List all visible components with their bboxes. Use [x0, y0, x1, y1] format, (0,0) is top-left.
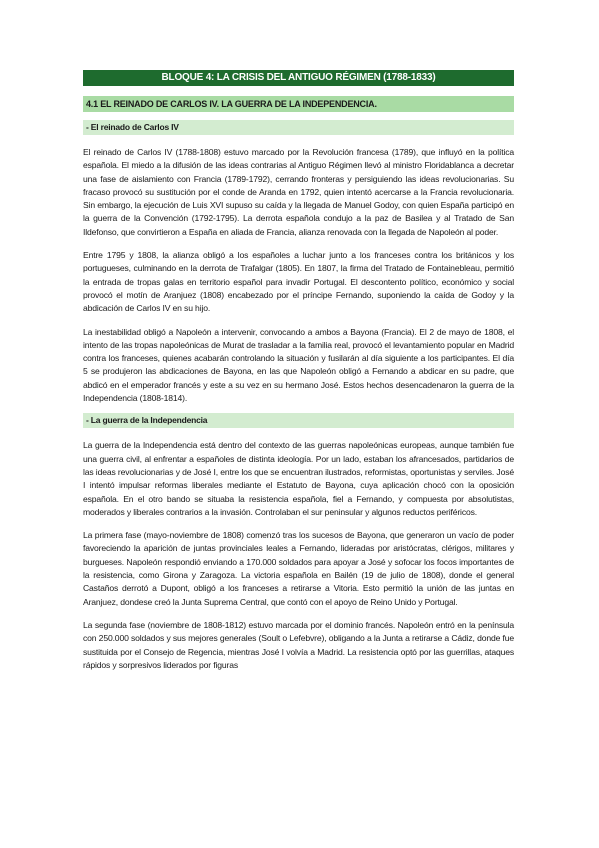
block-title: BLOQUE 4: LA CRISIS DEL ANTIGUO RÉGIMEN (1788-1833): [83, 70, 514, 86]
document-content: [83, 70, 514, 672]
paragraph: Entre 1795 y 1808, la alianza obligó a los españoles a luchar junto a los franceses contra los británicos y los portugueses, culminando en la derrota de Trafalgar (1805). En 1807, la firma del Tratado de Fontainebleau, permitió la entrada de tropas galas en territorio español para invadir Portugal. El descontento político, económico y social provocó el motín de Aranjuez (1808) encabezado por el príncipe Fernando, suponiendo la caída de Godoy y la abdicación de Carlos IV en su hijo.: [83, 250, 514, 314]
paragraph: La primera fase (mayo-noviembre de 1808) comenzó tras los sucesos de Bayona, que generaron un vacío de poder favoreciendo la aparición de juntas provinciales leales a Fernando, lideradas por aristócratas, clérigos, militares y burgueses. Napoleón respondió enviando a 170.000 soldados para apoyar a José y sofocar los focos importantes de la resistencia, como Girona y Zaragoza. La victoria española en Bailén (19 de julio de 1808), donde el general Castaños derrotó a Dupont, obligó a los franceses a retirarse a Vitoria. Esto permitió la unión de las juntas en Aranjuez, dondese creó la Junta Suprema Central, que contó con el apoyo de Reino Unido y Portugal.: [83, 530, 514, 607]
subsection-heading-guerra: - La guerra de la Independencia: [83, 413, 514, 428]
subsection-heading-carlos-iv: - El reinado de Carlos IV: [83, 120, 514, 135]
paragraph: El reinado de Carlos IV (1788-1808) estuvo marcado por la Revolución francesa (1789), que influyó en la política española. El miedo a la difusión de las ideas contrarias al Antiguo Régimen llevó al ministro Floridablanca a decretar una fase de aislamiento con Francia (1789-1792), cerrando fronteras y persiguiendo las ideas revolucionarias. Su fracaso provocó su sustitución por el conde de Aranda en 1792, quien intentó acercarse a la Francia revolucionaria. Sin embargo, la ejecución de Luis XVI supuso su caída y la llegada de Manuel Godoy, con quien España participó en la guerra de la Convención (1792-1795). La derrota española condujo a la paz de Basilea y al Tratado de San Ildefonso, que convirtieron a España en aliada de Francia, alianza renovada con la llegada de Napoleón al poder.: [83, 147, 514, 237]
paragraph: La inestabilidad obligó a Napoleón a intervenir, convocando a ambos a Bayona (Francia). El 2 de mayo de 1808, el intento de las tropas napoleónicas de Murat de trasladar a la familia real, provocó el levantamiento popular en Madrid contra los franceses, quienes acabarán controlando la situación y fusilarán al día siguiente a los participantes. El día 5 se produjeron las abdicaciones de Bayona, en las que Napoleón obligó a Fernando a abdicar en su padre, que abdicó en el emperador francés y este a su vez en su hermano José. Estos hechos desencadenaron la guerra de la Independencia (1808-1814).: [83, 326, 514, 404]
paragraph: La guerra de la Independencia está dentro del contexto de las guerras napoleónicas europeas, aunque también fue una guerra civil, al enfrentar a españoles de distinta ideología. Por un lado, estaban los afrancesados, partidarios de las ideas revolucionarias y de José I, entre los que se encuentran ilustrados, reformistas, oportunistas y serviles. José I intentó impulsar reformas liberales mediante el Estatuto de Bayona, cuya aplicación chocó con la oposición española. En el otro bando se situaba la resistencia española, fiel a Fernando, y compuesta por absolutistas, moderados y liberales contrarios a la invasión. Controlaban el sur peninsular y algunos reductos periféricos.: [83, 440, 514, 517]
section-heading: 4.1 EL REINADO DE CARLOS IV. LA GUERRA DE LA INDEPENDENCIA.: [83, 96, 514, 112]
paragraph: La segunda fase (noviembre de 1808-1812) estuvo marcada por el dominio francés. Napoleón entró en la península con 250.000 soldados y sus mejores generales (Soult o Lefebvre), obligando a la Junta a retirarse a Cádiz, donde fue sustituida por el Consejo de Regencia, mientras José I volvía a Madrid. La resistencia optó por las guerrillas, ataques rápidos y sorpresivos liderados por figuras: [83, 619, 514, 670]
